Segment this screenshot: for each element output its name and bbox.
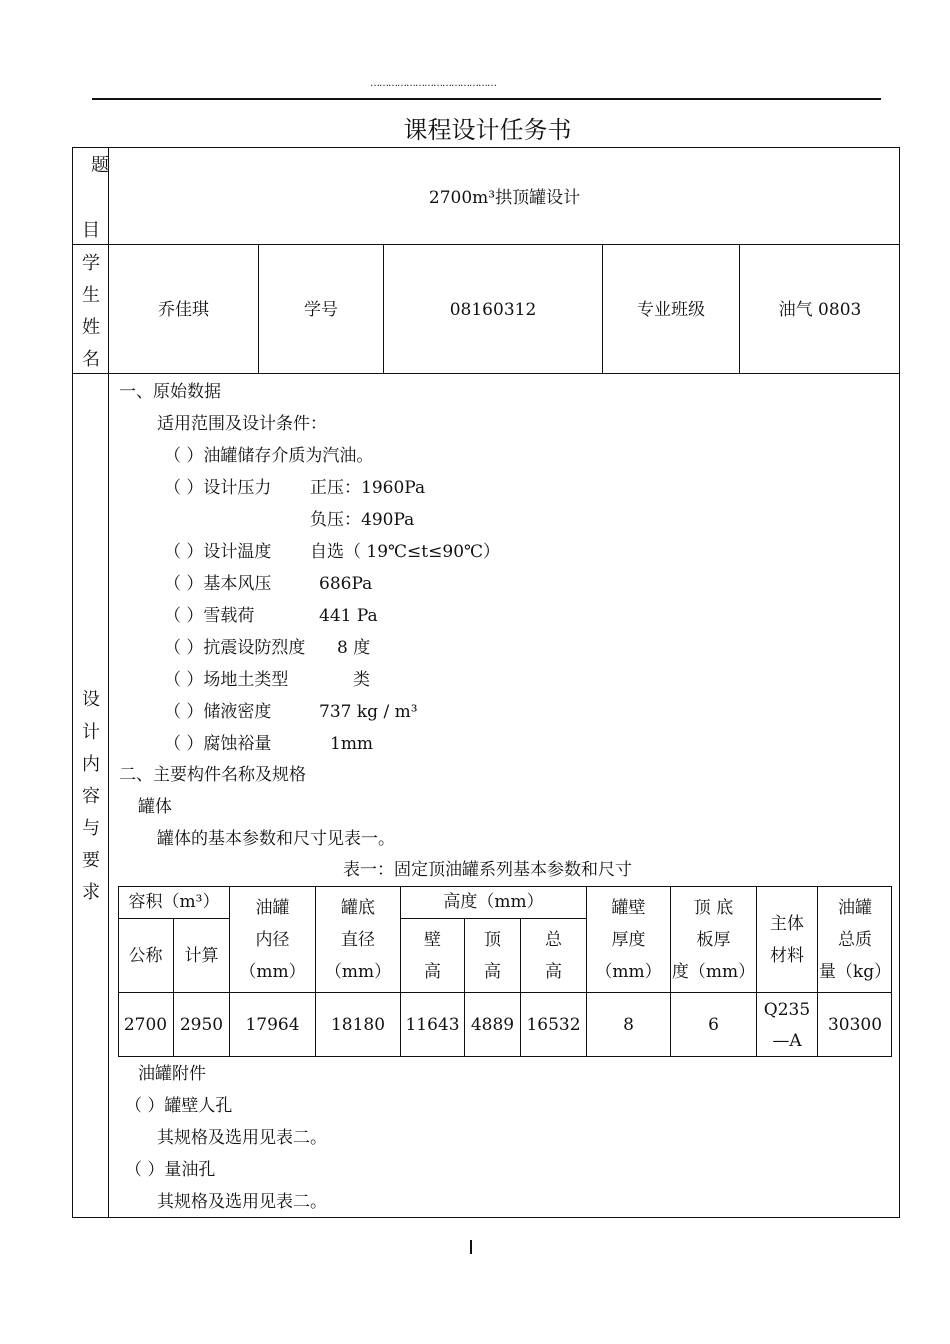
row-divider bbox=[72, 373, 900, 374]
header-total-height: 高 bbox=[545, 962, 562, 982]
student-label-char: 名 bbox=[82, 349, 100, 370]
condition-value: 1mm bbox=[330, 734, 374, 754]
header-wall-height: 壁 bbox=[424, 930, 441, 950]
header-material: 材料 bbox=[770, 946, 804, 966]
header-plate-thickness: 顶 底 bbox=[693, 898, 734, 918]
condition-value: 441 Pa bbox=[319, 606, 378, 626]
content-line: 适用范围及设计条件： bbox=[157, 414, 327, 434]
cell-plate-thickness: 6 bbox=[708, 1015, 719, 1035]
content-label-char: 计 bbox=[82, 722, 100, 743]
condition-value: 类 bbox=[353, 670, 370, 690]
cell-calc: 2950 bbox=[179, 1015, 224, 1035]
content-label-char: 内 bbox=[82, 754, 100, 775]
content-line: 其规格及选用见表二。 bbox=[157, 1128, 327, 1148]
header-wall-thickness: 厚度 bbox=[611, 930, 646, 950]
content-label-char: 要 bbox=[82, 850, 100, 871]
condition-value: 8 度 bbox=[337, 638, 371, 658]
class-label: 专业班级 bbox=[637, 300, 705, 320]
header-plate-thickness: 度（mm） bbox=[671, 962, 756, 982]
cell-material: Q235 bbox=[763, 1000, 811, 1020]
header-bottom-dia: （mm） bbox=[324, 962, 392, 982]
condition-item: （ ）储液密度 bbox=[164, 702, 272, 722]
condition-item: （ ）设计温度 bbox=[164, 542, 272, 562]
cell-top-height: 4889 bbox=[470, 1015, 515, 1035]
condition-item: （ ）基本风压 bbox=[164, 574, 272, 594]
student-label-char: 学 bbox=[82, 253, 100, 274]
condition-item: （ ）雪载荷 bbox=[164, 606, 255, 626]
table-rule bbox=[118, 992, 892, 993]
student-id-value: 08160312 bbox=[449, 300, 537, 320]
class-value: 油气 0803 bbox=[778, 300, 862, 320]
header-height: 高度（mm） bbox=[443, 892, 544, 912]
section-heading: 一、原始数据 bbox=[119, 382, 221, 402]
header-inner-dia: 内径 bbox=[255, 930, 290, 950]
header-bottom-dia: 罐底 bbox=[341, 898, 375, 918]
header-inner-dia: 油罐 bbox=[255, 898, 290, 918]
header-bottom-dia: 直径 bbox=[341, 930, 375, 950]
header-calc: 计算 bbox=[184, 946, 219, 966]
condition-item: （ ）设计压力 bbox=[164, 478, 272, 498]
header-weight: 量（kg） bbox=[818, 962, 892, 982]
condition-value: 负压：490Pa bbox=[310, 510, 415, 530]
condition-value: 737 kg / m³ bbox=[319, 702, 418, 722]
document-title: 课程设计任务书 bbox=[403, 116, 572, 144]
header-total-height: 总 bbox=[545, 930, 562, 950]
student-label-char: 生 bbox=[82, 285, 100, 306]
accessory-item: （ ）量油孔 bbox=[125, 1160, 216, 1180]
cell-wall-height: 11643 bbox=[405, 1015, 460, 1035]
cell-weight: 30300 bbox=[827, 1015, 883, 1035]
header-nominal: 公称 bbox=[128, 946, 163, 966]
section-heading: 二、主要构件名称及规格 bbox=[119, 765, 306, 785]
condition-item: （ ）场地土类型 bbox=[164, 670, 289, 690]
row-divider bbox=[72, 244, 900, 245]
student-name: 乔佳琪 bbox=[158, 300, 209, 320]
condition-value: 正压：1960Pa bbox=[310, 478, 426, 498]
content-line: 油罐附件 bbox=[138, 1064, 206, 1084]
running-header: …………………………………… bbox=[370, 78, 496, 89]
header-weight: 油罐 bbox=[838, 898, 872, 918]
content-line: 其规格及选用见表二。 bbox=[157, 1192, 327, 1212]
content-label-char: 容 bbox=[82, 786, 100, 807]
cell-wall-thickness: 8 bbox=[623, 1015, 634, 1035]
header-weight: 总质 bbox=[838, 930, 872, 950]
cell-inner-dia: 17964 bbox=[245, 1015, 300, 1035]
condition-item: （ ）油罐储存介质为汽油。 bbox=[164, 446, 374, 466]
content-label-char: 与 bbox=[82, 818, 100, 839]
accessory-item: （ ）罐壁人孔 bbox=[125, 1096, 233, 1116]
student-label-char: 姓 bbox=[82, 317, 100, 338]
condition-item: （ ）抗震设防烈度 bbox=[164, 638, 306, 658]
cell-nominal: 2700 bbox=[123, 1015, 168, 1035]
content-line: 罐体的基本参数和尺寸见表一。 bbox=[157, 829, 395, 849]
page-number-mark bbox=[470, 1240, 472, 1254]
table-rule bbox=[118, 918, 230, 919]
header-inner-dia: （mm） bbox=[239, 962, 306, 982]
header-volume: 容积（m³） bbox=[128, 892, 220, 912]
header-wall-thickness: 罐壁 bbox=[611, 898, 646, 918]
content-line: 罐体 bbox=[138, 797, 172, 817]
cell-bottom-dia: 18180 bbox=[330, 1015, 386, 1035]
header-rule bbox=[92, 98, 881, 100]
header-top-height: 顶 bbox=[484, 930, 501, 950]
content-label-char: 求 bbox=[82, 882, 100, 903]
condition-value: 686Pa bbox=[319, 574, 373, 594]
condition-item: （ ）腐蚀裕量 bbox=[164, 734, 272, 754]
table-rule bbox=[400, 918, 587, 919]
topic-label-char: 目 bbox=[82, 220, 100, 241]
student-id-label: 学号 bbox=[304, 300, 338, 320]
table-caption: 表一：固定顶油罐系列基本参数和尺寸 bbox=[343, 860, 632, 880]
condition-value: 自选（ 19℃≤t≤90℃） bbox=[310, 542, 501, 562]
header-wall-height: 高 bbox=[424, 962, 441, 982]
cell-material: —A bbox=[772, 1031, 802, 1051]
topic-label-char: 题 bbox=[91, 155, 109, 176]
cell-total-height: 16532 bbox=[526, 1015, 581, 1035]
header-wall-thickness: （mm） bbox=[595, 962, 662, 982]
header-top-height: 高 bbox=[484, 962, 501, 982]
content-label-char: 设 bbox=[82, 689, 100, 710]
header-material: 主体 bbox=[770, 914, 804, 934]
header-plate-thickness: 板厚 bbox=[696, 930, 731, 950]
topic-value: 2700m³拱顶罐设计 bbox=[428, 188, 581, 208]
